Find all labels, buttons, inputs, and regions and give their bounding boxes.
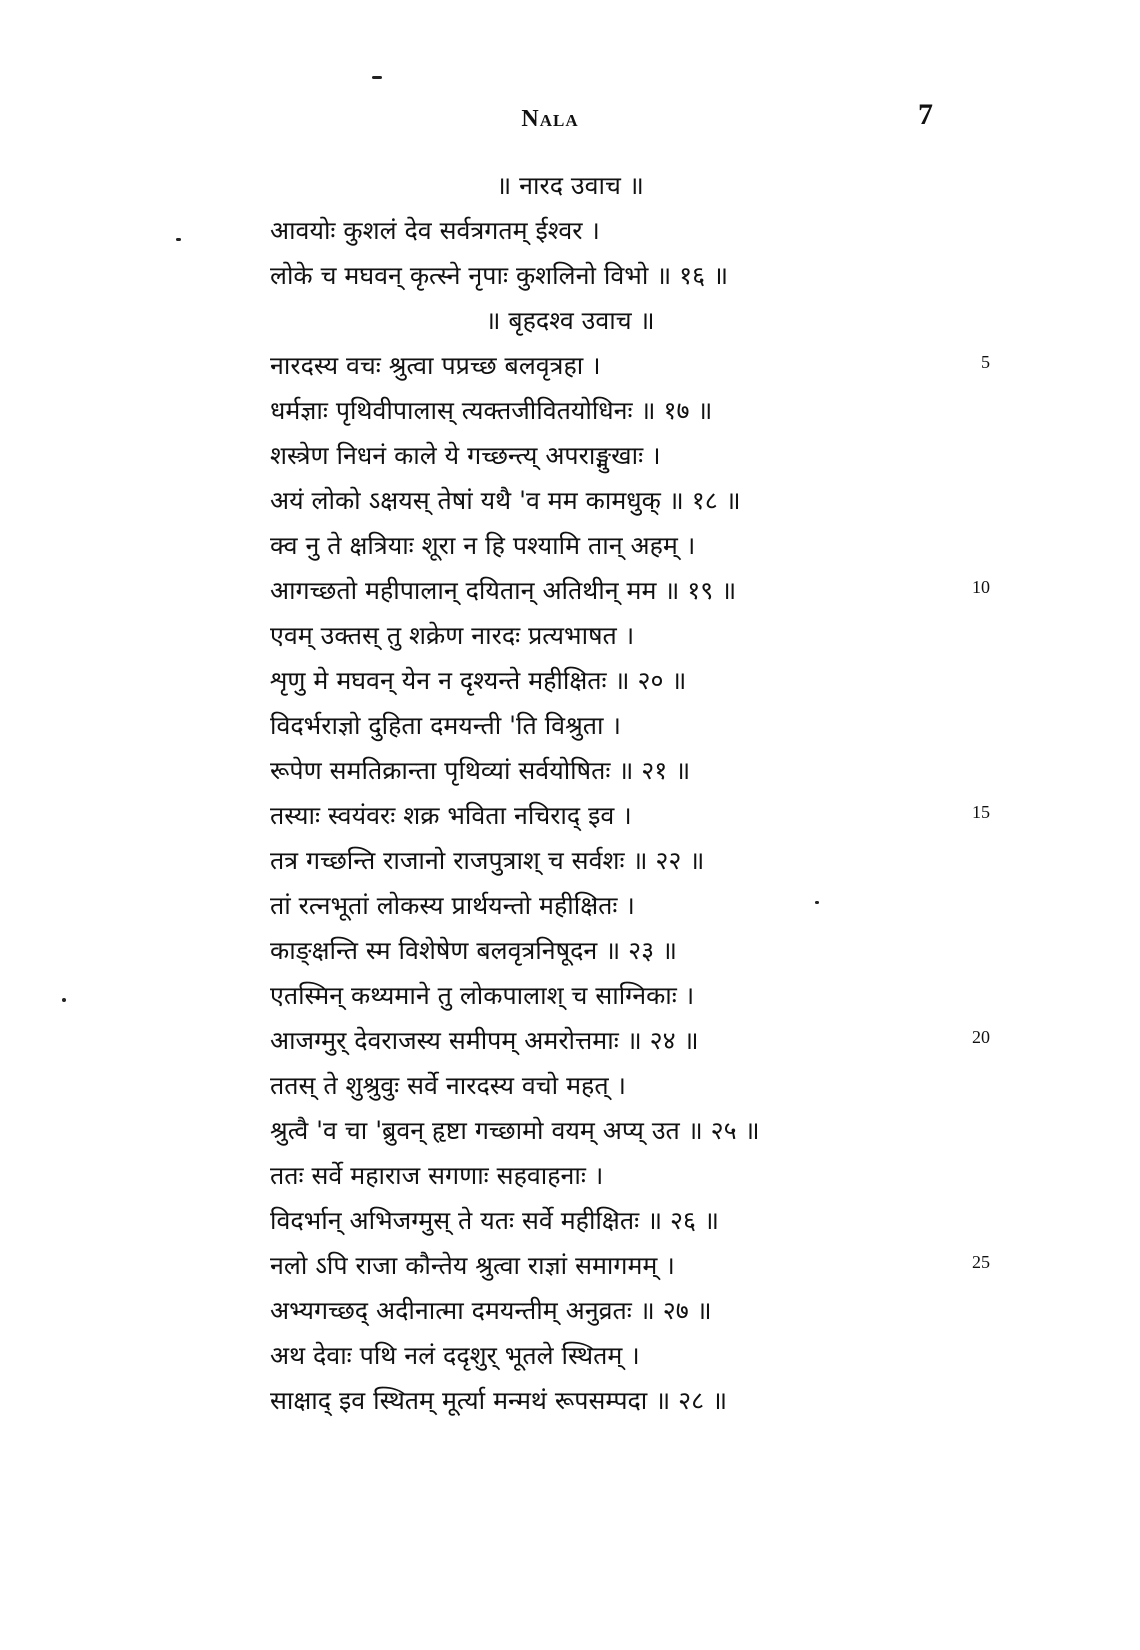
speaker-heading: ॥ नारद उवाच ॥ (496, 171, 644, 200)
verse-line: अभ्यगच्छद् अदीनात्मा दमयन्तीम् अनुव्रतः ॥ २७ ॥ (270, 1296, 712, 1325)
verse-line: नारदस्य वचः श्रुत्वा पप्रच्छ बलवृत्रहा । (270, 351, 601, 380)
margin-line-number: 10 (972, 577, 990, 597)
margin-line-number: 25 (972, 1252, 990, 1272)
scan-speck (815, 901, 819, 904)
verse-line: ततस् ते शुश्रुवुः सर्वे नारदस्य वचो महत् । (270, 1071, 627, 1100)
verse-line: क्व नु ते क्षत्रियाः शूरा न हि पश्यामि तान् अहम् । (270, 531, 696, 560)
scan-speck (372, 76, 382, 79)
scan-speck (176, 238, 181, 241)
verse-line: शस्त्रेण निधनं काले ये गच्छन्त्य् अपराङ्मुखाः । (270, 441, 661, 470)
verse-line: नलो ऽपि राजा कौन्तेय श्रुत्वा राज्ञां समागमम् । (270, 1251, 675, 1280)
verse-line: तस्याः स्वयंवरः शक्र भविता नचिराद् इव । (270, 801, 632, 830)
scan-speck (62, 998, 66, 1002)
verse-line: एवम् उक्तस् तु शक्रेण नारदः प्रत्यभाषत । (270, 621, 635, 650)
running-title: Nala (521, 106, 579, 132)
verse-line: तां रत्नभूतां लोकस्य प्रार्थयन्तो महीक्षितः । (270, 891, 635, 920)
verse-line: एतस्मिन् कथ्यमाने तु लोकपालाश् च साग्निकाः । (270, 981, 695, 1010)
verse-line: लोके च मघवन् कृत्स्ने नृपाः कुशलिनो विभो ॥ १६ ॥ (270, 261, 729, 290)
verse-line: आजग्मुर् देवराजस्य समीपम् अमरोत्तमाः ॥ २४ ॥ (270, 1026, 699, 1055)
verse-line: अयं लोको ऽक्षयस् तेषां यथै 'व मम कामधुक् ॥ १८ ॥ (270, 486, 741, 515)
verse-line: विदर्भान् अभिजग्मुस् ते यतः सर्वे महीक्षितः ॥ २६ ॥ (270, 1206, 719, 1235)
verse-line: ततः सर्वे महाराज सगणाः सहवाहनाः । (270, 1161, 604, 1190)
verse-line: काङ्क्षन्ति स्म विशेषेण बलवृत्रनिषूदन ॥ २३ ॥ (270, 936, 678, 965)
speaker-heading: ॥ बृहदश्व उवाच ॥ (485, 306, 655, 335)
verse-line: आवयोः कुशलं देव सर्वत्रगतम् ईश्वर । (270, 216, 600, 245)
verse-line: श्रुत्वै 'व चा 'ब्रुवन् हृष्टा गच्छामो वयम् अप्य् उत ॥ २५ ॥ (270, 1116, 760, 1145)
page-number: 7 (918, 98, 933, 131)
verse-line: साक्षाद् इव स्थितम् मूर्त्या मन्मथं रूपसम्पदा ॥ २८ ॥ (270, 1386, 728, 1415)
verse-line: धर्मज्ञाः पृथिवीपालास् त्यक्तजीवितयोधिनः ॥ १७ ॥ (270, 396, 713, 425)
margin-line-number: 5 (981, 352, 990, 372)
margin-line-number: 20 (972, 1027, 990, 1047)
verse-line: तत्र गच्छन्ति राजानो राजपुत्राश् च सर्वशः ॥ २२ ॥ (270, 846, 705, 875)
verse-line: रूपेण समतिक्रान्ता पृथिव्यां सर्वयोषितः ॥ २१ ॥ (270, 756, 691, 785)
verse-line: शृणु मे मघवन् येन न दृश्यन्ते महीक्षितः ॥ २० ॥ (270, 666, 687, 695)
verse-line: आगच्छतो महीपालान् दयितान् अतिथीन् मम ॥ १९ ॥ (270, 576, 737, 605)
verse-line: विदर्भराज्ञो दुहिता दमयन्ती 'ति विश्रुता । (270, 711, 621, 740)
margin-line-number: 15 (972, 802, 990, 822)
verse-line: अथ देवाः पथि नलं ददृशुर् भूतले स्थितम् । (270, 1341, 640, 1370)
